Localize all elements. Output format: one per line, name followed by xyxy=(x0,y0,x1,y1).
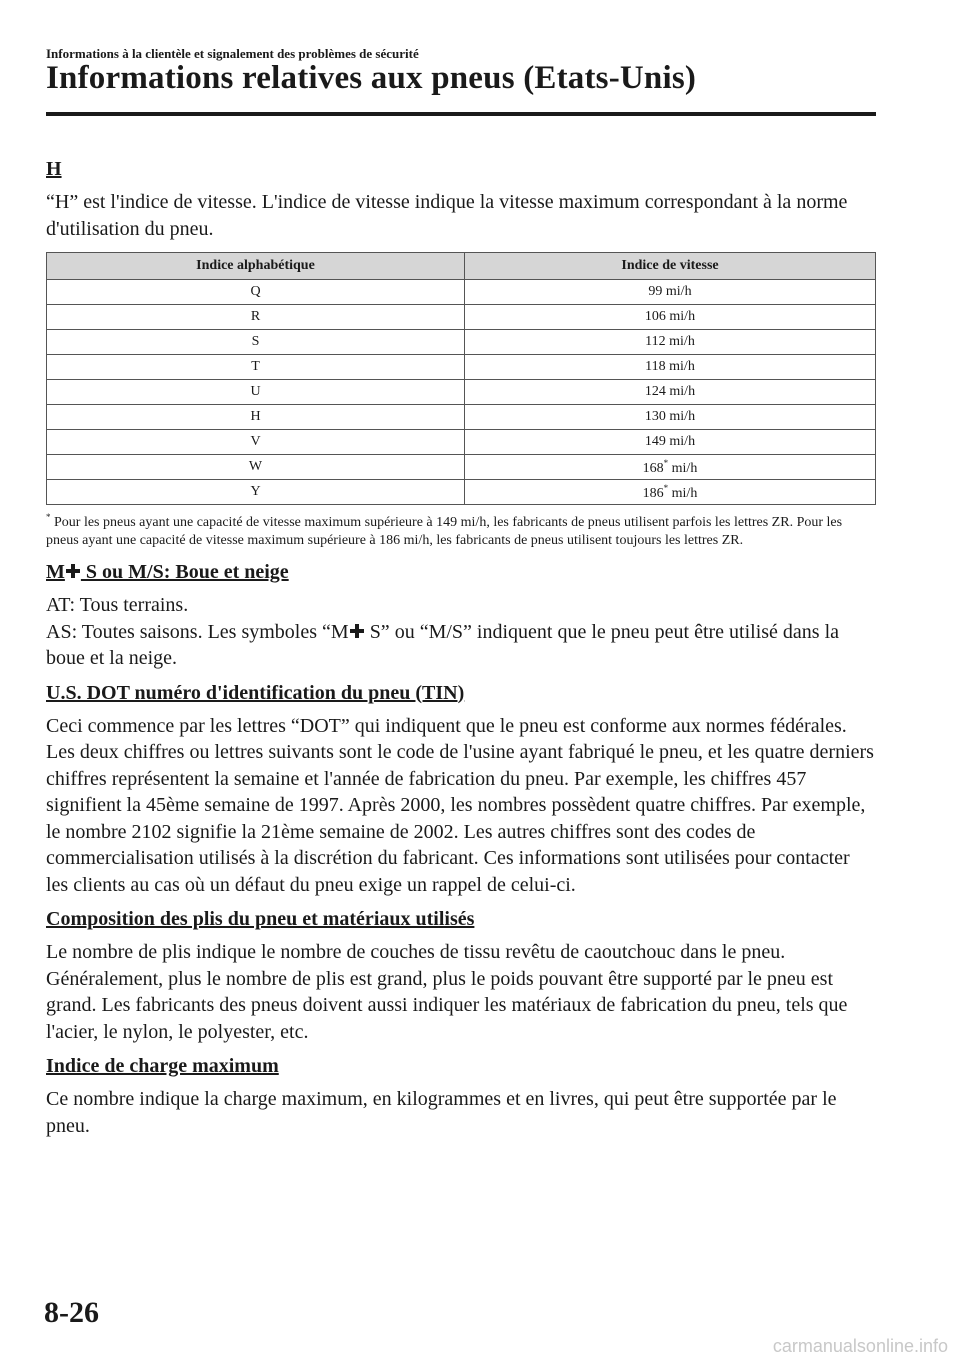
section-label: Informations à la clientèle et signalement des problèmes de sécurité xyxy=(46,46,419,61)
speed-index-table xyxy=(46,252,876,505)
speed-value: 186 xyxy=(642,485,664,501)
page-number: 8-26 xyxy=(44,1296,99,1329)
speed-cell: 106 mi/h xyxy=(465,305,876,330)
table-row xyxy=(47,330,876,355)
plus-icon xyxy=(349,619,365,646)
letter-cell: S xyxy=(47,330,465,355)
dot-heading: U.S. DOT numéro d'identification du pneu (TIN) xyxy=(46,681,465,704)
ply-heading: Composition des plis du pneu et matériaux utilisés xyxy=(46,908,475,930)
table-row xyxy=(47,480,876,505)
footnote-mark: * xyxy=(46,512,51,522)
title-divider xyxy=(46,112,876,116)
table-row xyxy=(47,280,876,305)
load-heading: Indice de charge maximum xyxy=(46,1055,279,1077)
as-paragraph xyxy=(46,619,876,672)
speed-cell: 130 mi/h xyxy=(465,405,876,430)
table-row xyxy=(47,405,876,430)
table-footnote xyxy=(46,509,876,549)
load-paragraph: Ce nombre indique la charge maximum, en kilogrammes et en livres, qui peut être supportée par le pneu. xyxy=(46,1088,837,1137)
as-text-part2: S” ou “M/S” indiquent que le pneu peut être utilisé dans la boue et la neige. xyxy=(46,620,840,669)
column-header-letter: Indice alphabétique xyxy=(47,253,465,280)
speed-value: 168 xyxy=(642,460,664,476)
letter-cell: Q xyxy=(47,280,465,305)
speed-cell: 112 mi/h xyxy=(465,330,876,355)
table-row xyxy=(47,455,876,480)
speed-unit: mi/h xyxy=(668,460,698,476)
table-row xyxy=(47,355,876,380)
h-heading: H xyxy=(46,158,62,180)
speed-cell: 149 mi/h xyxy=(465,430,876,455)
footnote-text: Pour les pneus ayant une capacité de vitesse maximum supérieure à 149 mi/h, les fabricants de pneus utilisent parfois les lettres ZR. Pour les pneus ayant une capacité de vitesse maximum supérieure à 186 mi/h, les fabricants de pneus utilisent toujours les lettres ZR. xyxy=(46,515,843,548)
column-header-speed: Indice de vitesse xyxy=(465,253,876,280)
letter-cell: H xyxy=(47,405,465,430)
table-header-row xyxy=(47,253,876,280)
letter-cell: V xyxy=(47,430,465,455)
speed-cell: 118 mi/h xyxy=(465,355,876,380)
ply-paragraph: Le nombre de plis indique le nombre de couches de tissu revêtu de caoutchouc dans le pneu. Généralement, plus le nombre de plis est grand, plus le poids pouvant être supporté par le pneu est grand. Les fabricants des pneus doivent aussi indiquer les matériaux de fabrication du pneu, tels que l'acier, le nylon, le polyester, etc. xyxy=(46,941,848,1043)
speed-cell: 99 mi/h xyxy=(465,280,876,305)
plus-icon xyxy=(65,561,81,584)
letter-cell: T xyxy=(47,355,465,380)
at-line: AT: Tous terrains. xyxy=(46,594,189,616)
speed-cell xyxy=(465,455,876,480)
letter-cell: W xyxy=(47,455,465,480)
as-text-part1: AS: Toutes saisons. Les symboles “M xyxy=(46,620,349,643)
table-row xyxy=(47,430,876,455)
dot-paragraph: Ceci commence par les lettres “DOT” qui indiquent que le pneu est conforme aux normes fédérales. Les deux chiffres ou lettres suivants sont le code de l'usine ayant fabriqué le pneu, et les quatre derniers chiffres représentent la semaine et l'année de fabrication du pneu. Par exemple, les chiffres 457 signifient la 45ème semaine de 1997. Après 2000, les nombres possèdent quatre chiffres. Par exemple, le nombre 2102 signifie la 21ème semaine de 2002. Les autres chiffres sont des codes de commercialisation utilisés à la discrétion du fabricant. Ces informations sont utilisées pour contacter les clients au cas où un défaut du pneu exige un rappel de celui-ci. xyxy=(46,714,874,896)
letter-cell: U xyxy=(47,380,465,405)
ms-heading-text: S ou M/S: Boue et neige xyxy=(80,561,289,583)
table-row xyxy=(47,380,876,405)
page-title: Informations relatives aux pneus (Etats-Unis) xyxy=(46,60,697,96)
speed-cell: 124 mi/h xyxy=(465,380,876,405)
letter-cell: Y xyxy=(47,480,465,505)
watermark: carmanualsonline.info xyxy=(772,1336,948,1356)
ms-heading: M S ou M/S: Boue et neige xyxy=(46,561,289,583)
table-row xyxy=(47,305,876,330)
letter-cell: R xyxy=(47,305,465,330)
speed-unit: mi/h xyxy=(668,485,698,501)
footnote-mark: * xyxy=(663,482,669,493)
speed-cell xyxy=(465,480,876,505)
page-content xyxy=(46,158,876,1149)
footnote-mark: * xyxy=(663,457,669,468)
h-paragraph: “H” est l'indice de vitesse. L'indice de vitesse indique la vitesse maximum correspondant à la norme d'utilisation du pneu. xyxy=(46,191,848,240)
